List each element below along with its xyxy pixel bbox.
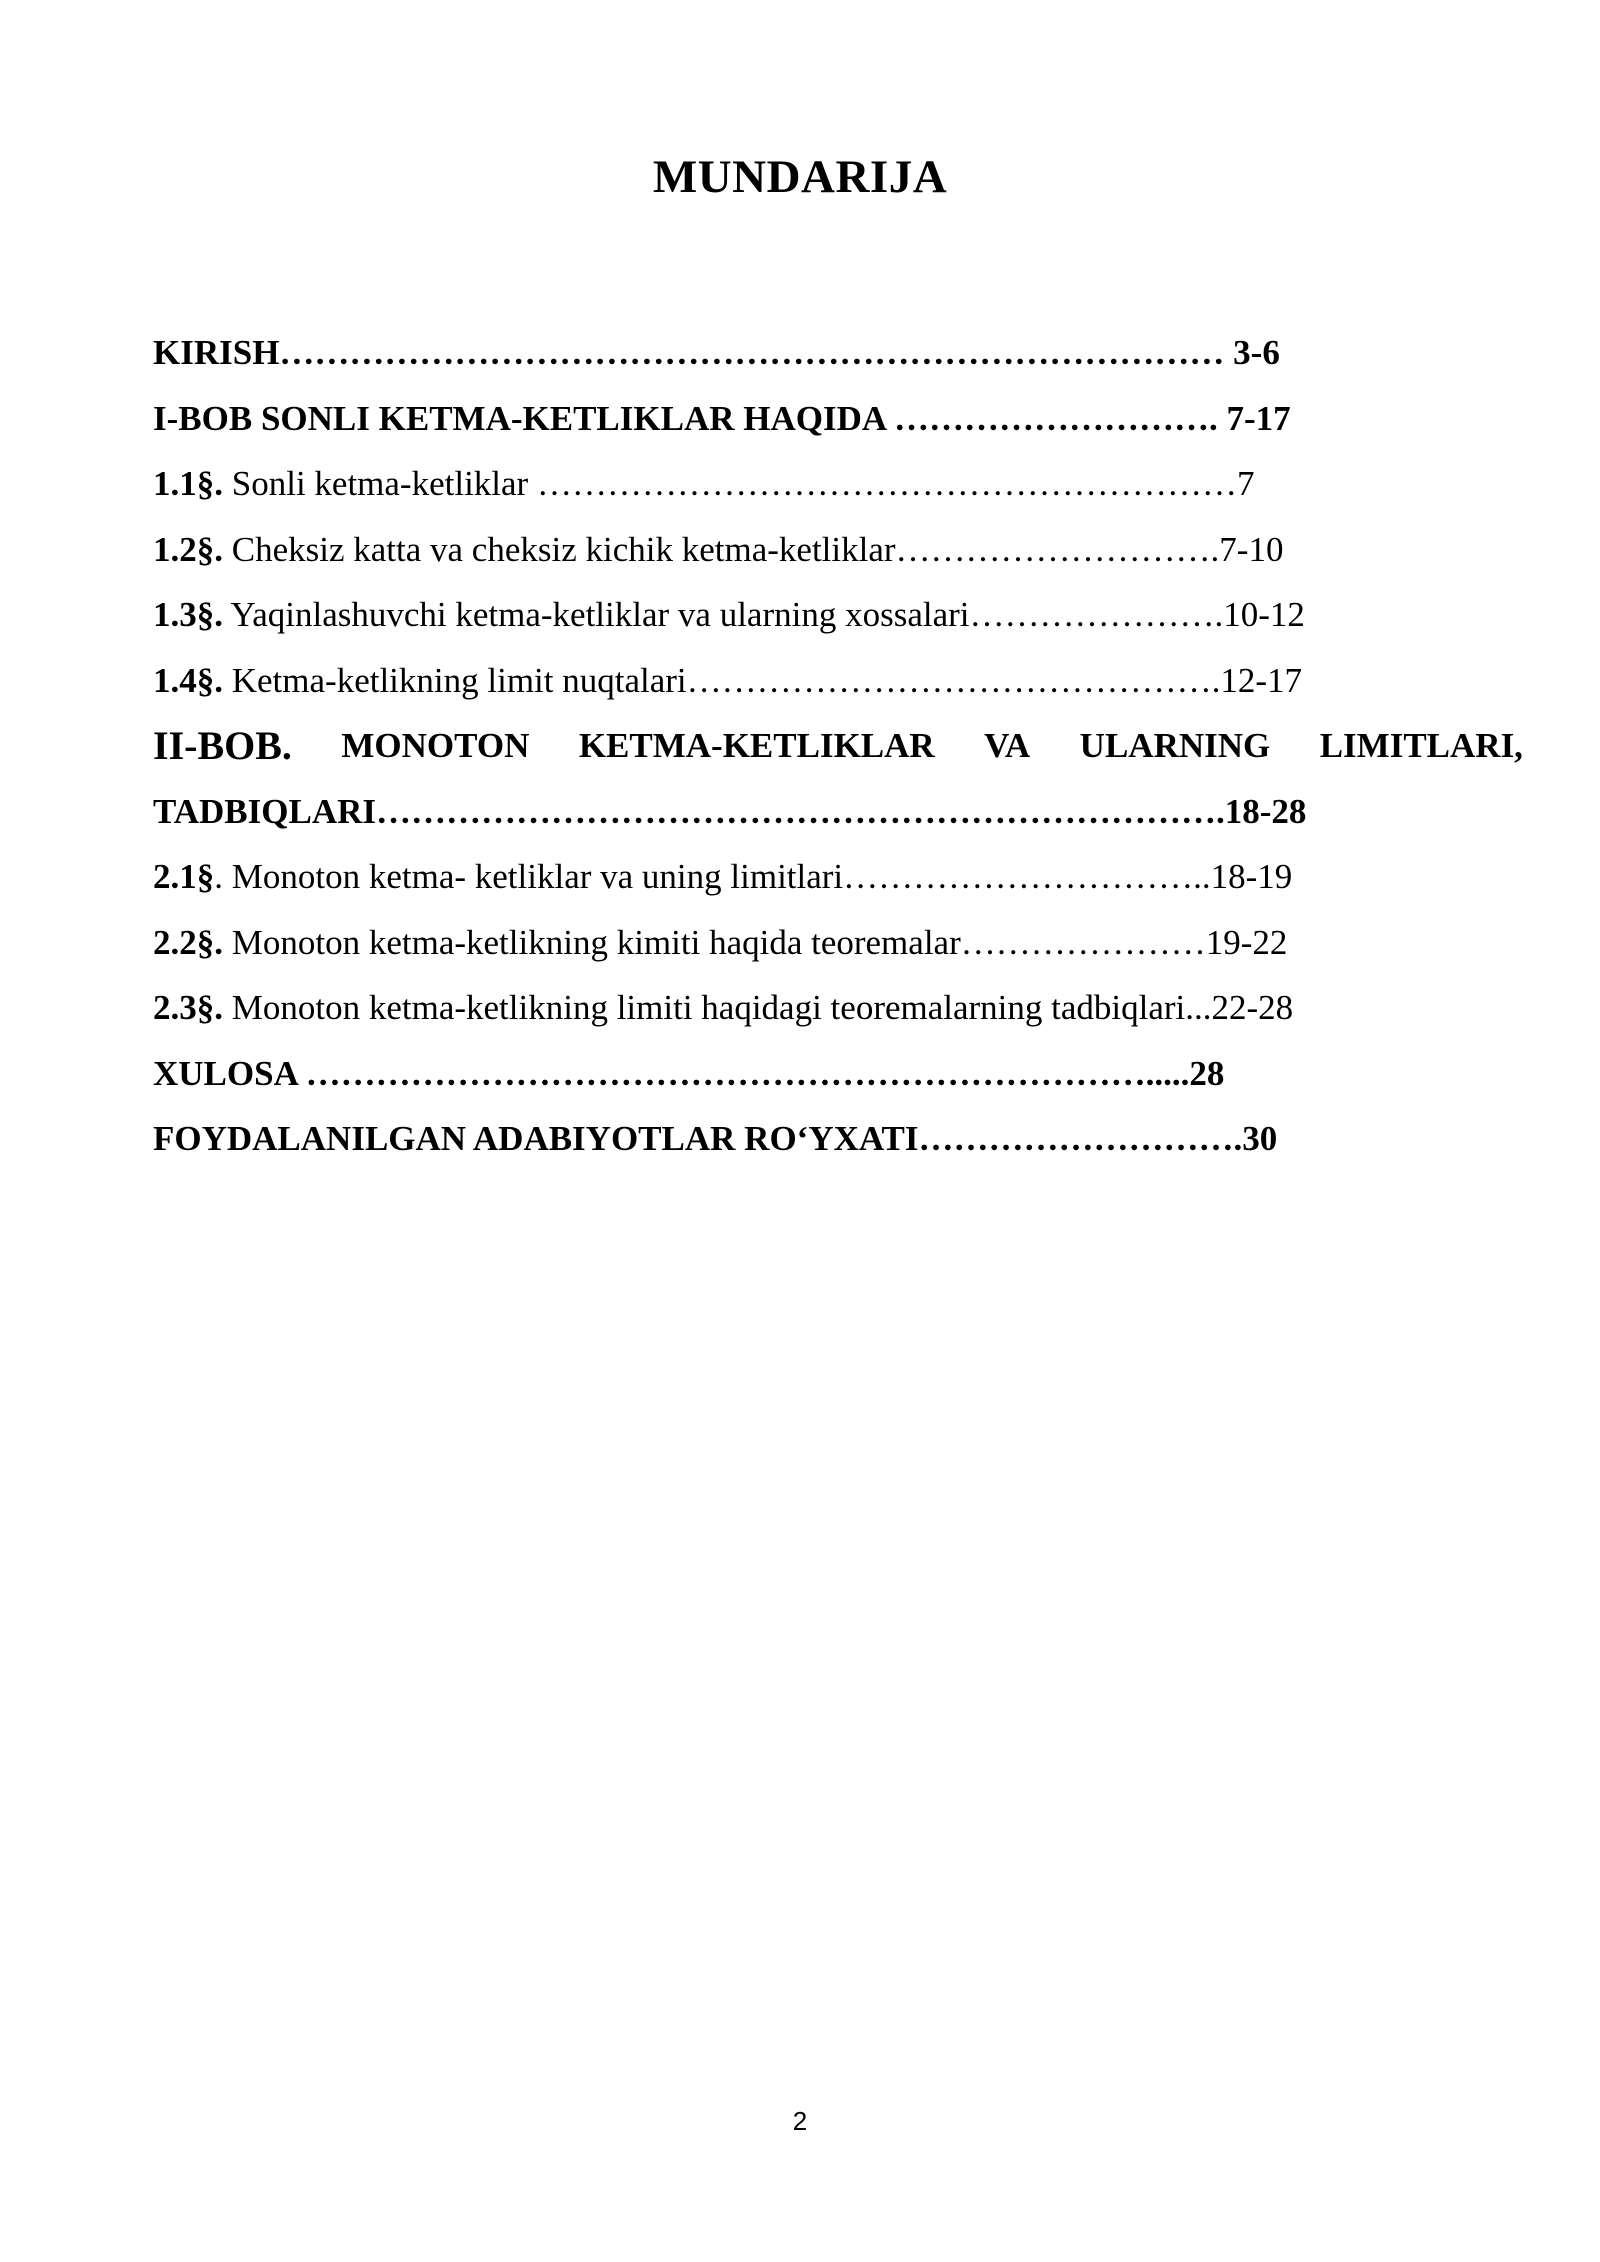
table-of-contents bbox=[153, 320, 1533, 1172]
toc-entry-chapter-2-continued: TADBIQLARI……………………………………………………………….18-28 bbox=[153, 791, 1307, 831]
section-number: 1.1§. bbox=[153, 464, 223, 503]
chapter-2-word: KETMA-KETLIKLAR bbox=[578, 726, 935, 765]
section-title: Cheksiz katta va cheksiz kichik ketma-ketliklar……………………….7-10 bbox=[223, 529, 1284, 569]
toc-entry-kirish: KIRISH……………………………………………………………………… 3-6 bbox=[153, 333, 1280, 372]
toc-entry-xulosa: XULOSA ……………………………………………………………….....28 bbox=[153, 1053, 1225, 1093]
section-number: 1.4§. bbox=[153, 660, 223, 700]
chapter-2-word: ULARNING bbox=[1079, 726, 1271, 765]
section-number: 1.2§. bbox=[153, 529, 223, 569]
toc-entry-section-1-3 bbox=[153, 582, 1533, 648]
section-title: Ketma-ketlikning limit nuqtalari……………………………………….12-17 bbox=[223, 660, 1303, 700]
toc-entry-section-2-2 bbox=[153, 910, 1533, 976]
toc-entry-section-1-1 bbox=[153, 451, 1533, 517]
section-title: Sonli ketma-ketliklar ……………………………………………………7 bbox=[223, 464, 1255, 503]
page-number: 2 bbox=[792, 2106, 808, 2136]
section-title: . Monoton ketma- ketliklar va uning limitlari…………………………..18-19 bbox=[214, 857, 1293, 896]
section-number: 1.3§. bbox=[153, 595, 223, 634]
section-number: 2.1§ bbox=[153, 857, 215, 896]
toc-entry-references: FOYDALANILGAN ADABIYOTLAR RO‘YXATI……………………….30 bbox=[153, 1119, 1278, 1158]
toc-entry-chapter-2 bbox=[153, 713, 1523, 779]
toc-entry-chapter-1: I-BOB SONLI KETMA-KETLIKLAR HAQIDA ………………………. 7-17 bbox=[153, 398, 1291, 438]
chapter-2-word: II-BOB. bbox=[153, 723, 292, 768]
chapter-2-word: MONOTON bbox=[341, 726, 530, 765]
section-title: Monoton ketma-ketlikning limiti haqidagi teoremalarning tadbiqlari...22-28 bbox=[223, 988, 1294, 1027]
chapter-2-word: VA bbox=[984, 726, 1031, 765]
toc-entry-section-2-1 bbox=[153, 844, 1533, 910]
toc-entry-section-1-4 bbox=[153, 648, 1533, 714]
section-title: Monoton ketma-ketlikning kimiti haqida teoremalar…………………19-22 bbox=[223, 922, 1288, 962]
section-number: 2.2§. bbox=[153, 922, 223, 962]
section-number: 2.3§. bbox=[153, 988, 223, 1027]
chapter-2-word: LIMITLARI, bbox=[1319, 726, 1523, 765]
toc-entry-section-1-2 bbox=[153, 517, 1533, 583]
toc-entry-section-2-3 bbox=[153, 975, 1533, 1041]
section-title: Yaqinlashuvchi ketma-ketliklar va ularning xossalari………………….10-12 bbox=[223, 595, 1305, 634]
toc-title: MUNDARIJA bbox=[652, 151, 948, 203]
